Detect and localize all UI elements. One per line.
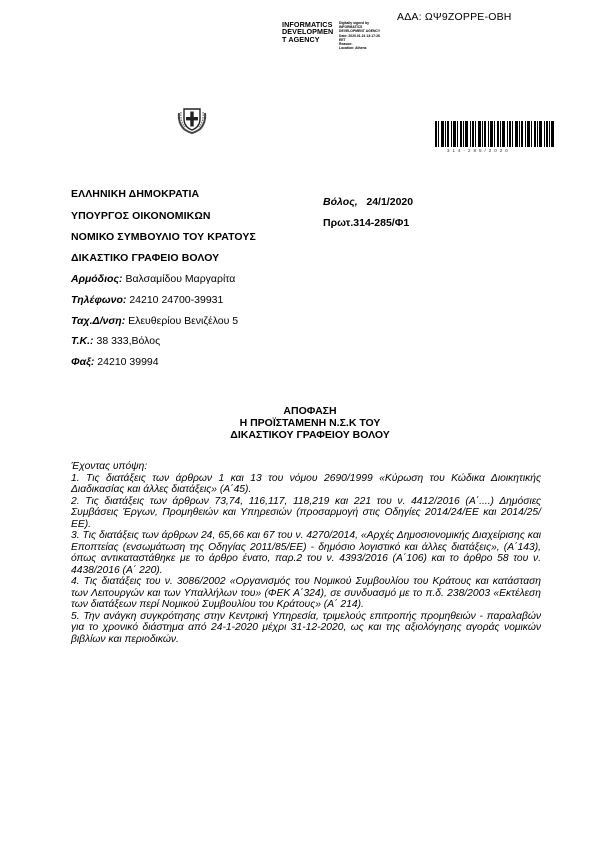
body-item: 3. Τις διατάξεις των άρθρων 24, 65,66 και 67 του ν. 4270/2014, «Αρχές Δημοσιονομικής Διαχείρισης και Εποπτείας (ενσωμάτωση της Οδηγίας 2011/85/ΕΕ) - δημόσιο λογιστικό και άλλες διατάξεις», (Α΄143), όπως αντικαταστάθηκε με το άρθρο ένατο, παρ.2 του ν. 4393/2016 (Α΄106) και το άρθρο 58 του ν. 4438/2016 (Α΄ 220). [71, 530, 541, 576]
header-legal-council: ΝΟΜΙΚΟ ΣΥΜΒΟΥΛΙΟ ΤΟΥ ΚΡΑΤΟΥΣ [71, 231, 256, 243]
greek-coat-of-arms-icon [176, 103, 208, 135]
contact-address: Ταχ.Δ/νση: Ελευθερίου Βενιζέλου 5 [71, 315, 239, 327]
barcode-number: 314-285/2020 [447, 148, 511, 153]
decision-body [71, 461, 541, 645]
place-label: Βόλος, [323, 196, 358, 208]
body-item: 4. Τις διατάξεις του ν. 3086/2002 «Οργανισμός του Νομικού Συμβουλίου του Κράτους και κατάσταση των Λειτουργών και των Υπαλλήλων του» (ΦΕΚ Α΄324), σε συνδυασμό με το π.δ. 238/2003 «Εκτέλεση των διατάξεων περί Νομικού Συμβουλίου του Κράτους» (Α΄ 214). [71, 576, 541, 610]
body-intro: Έχοντας υπόψη: [71, 461, 148, 472]
header-office: ΔΙΚΑΣΤΙΚΟ ΓΡΑΦΕΙΟ ΒΟΛΟΥ [71, 252, 220, 264]
body-item: 5. Την ανάγκη συγκρότησης στην Κεντρική Υπηρεσία, τριμελούς επιτροπής προμηθειών - παραλαβών για το χρονικό διάστημα από 24-1-2020 μέχρι 31-12-2020, ως και της αξιολόγησης αγοράς νομικών βιβλίων και περιοδικών. [71, 610, 541, 645]
contact-phone: Τηλέφωνο: 24210 24700-39931 [71, 294, 224, 306]
header-republic: ΕΛΛΗΝΙΚΗ ΔΗΜΟΚΡΑΤΙΑ [71, 188, 200, 200]
signature-stamp-title: INFORMATICS DEVELOPMEN T AGENCY [282, 20, 334, 44]
document-date: 24/1/2020 [366, 196, 414, 208]
contact-zip: Τ.Κ.: 38 333,Βόλος [71, 335, 161, 347]
body-item: 1. Τις διατάξεις των άρθρων 1 και 13 του νόμου 2690/1999 «Κύρωση του Κώδικα Διοικητικής Διαδικασίας και άλλες διατάξεις» (Α΄45). [71, 472, 541, 495]
signature-stamp-details: Digitally signed by INFORMATICS DEVELOPMENT AGENCY Date: 2020.01.24 13:17:26 EET Reason: Location: Athens [339, 21, 381, 51]
barcode-icon [435, 121, 555, 147]
ada-code: ΑΔΑ: ΩΨ9ΖΟΡΡΕ-ΟΒΗ [397, 11, 512, 23]
place-date [323, 196, 413, 208]
contact-fax: Φαξ: 24210 39994 [71, 356, 159, 368]
header-ministry: ΥΠΟΥΡΓΟΣ ΟΙΚΟΝΟΜΙΚΩΝ [71, 210, 211, 222]
contact-competent: Αρμόδιος: Βαλσαμίδου Μαργαρίτα [71, 273, 236, 285]
protocol-number: Πρωτ.314-285/Φ1 [323, 217, 410, 229]
decision-title: ΑΠΟΦΑΣΗ Η ΠΡΟΪΣΤΑΜΕΝΗ Ν.Σ.Κ ΤΟΥ ΔΙΚΑΣΤΙΚΟΥ ΓΡΑΦΕΙΟΥ ΒΟΛΟΥ [230, 405, 390, 441]
body-item: 2. Τις διατάξεις των άρθρων 73,74, 116,117, 118,219 και 221 του ν. 4412/2016 (Α΄....) Δημόσιες Συμβάσεις Έργων, Προμηθειών και Υπηρεσιών (προσαρμογή στις Οδηγίες 2014/24/ΕΕ και 2014/25/ΕΕ). [71, 495, 541, 530]
